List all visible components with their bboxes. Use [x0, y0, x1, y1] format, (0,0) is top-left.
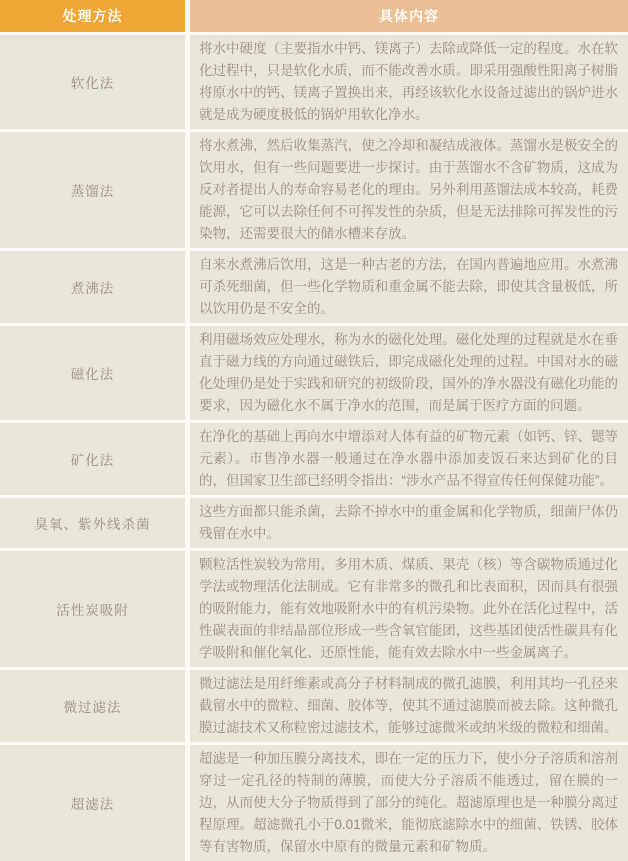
method-cell: 微过滤法 — [0, 670, 185, 742]
method-cell: 磁化法 — [0, 326, 185, 420]
content-cell: 将水煮沸，然后收集蒸汽，使之冷却和凝结成液体。蒸馏水是极安全的饮用水，但有一些问题要进一步探讨。由于蒸馏水不含矿物质，这成为反对者提出人的寿命容易老化的理由。另外利用蒸馏法成本较高，耗费能源，它可以去除任何不可挥发性的杂质，但是无法排除可挥发性的污染物，还需要很大的储水槽来存放。 — [190, 132, 628, 248]
method-cell: 臭氧、紫外线杀菌 — [0, 498, 185, 548]
method-cell: 煮沸法 — [0, 251, 185, 323]
content-cell: 将水中硬度（主要指水中钙、镁离子）去除或降低一定的程度。水在软化过程中，只是软化水质，而不能改善水质。即采用强酸性阳离子树脂将原水中的钙、镁离子置换出来，再经该软化水设备过滤出的锅炉进水就是成为硬度极低的锅炉用软化净水。 — [190, 35, 628, 129]
method-cell: 蒸馏法 — [0, 132, 185, 248]
column-header-method: 处理方法 — [0, 0, 185, 32]
content-cell: 这些方面都只能杀菌，去除不掉水中的重金属和化学物质，细菌尸体仍残留在水中。 — [190, 498, 628, 548]
method-cell: 矿化法 — [0, 423, 185, 495]
content-cell: 利用磁场效应处理水，称为水的磁化处理。磁化处理的过程就是水在垂直于磁力线的方向通过磁铁后，即完成磁化处理的过程。中国对水的磁化处理仍是处于实践和研究的初级阶段，国外的净水器没有磁化功能的要求，因为磁化水不属于净水的范围，而是属于医疗方面的问题。 — [190, 326, 628, 420]
content-cell: 颗粒活性炭较为常用，多用木质、煤质、果壳（核）等含碳物质通过化学法或物理活化法制成。它有非常多的微孔和比表面积，因而具有很强的吸附能力，能有效地吸附水中的有机污染物。此外在活化过程中，活性碳表面的非结晶部位形成一些含氧官能团，这些基团使活性碳具有化学吸附和催化氧化、还原性能，能有效去除水中一些金属离子。 — [190, 551, 628, 667]
method-cell: 软化法 — [0, 35, 185, 129]
method-cell: 超滤法 — [0, 745, 185, 861]
method-cell: 活性炭吸附 — [0, 551, 185, 667]
content-cell: 自来水煮沸后饮用，这是一种古老的方法，在国内普遍地应用。水煮沸可杀死细菌，但一些化学物质和重金属不能去除，即使其含量极低，所以饮用仍是不安全的。 — [190, 251, 628, 323]
content-cell: 在净化的基础上再向水中增添对人体有益的矿物元素（如钙、锌、锶等元素）。市售净水器一般通过在净水器中添加麦饭石来达到矿化的目的，但国家卫生部已经明令指出：“涉水产品不得宣传任何保健功能”。 — [190, 423, 628, 495]
column-header-content: 具体内容 — [190, 0, 628, 32]
content-cell: 超滤是一种加压膜分离技术，即在一定的压力下，使小分子溶质和溶剂穿过一定孔径的特制的薄膜，而使大分子溶质不能透过，留在膜的一边，从而使大分子物质得到了部分的纯化。超滤原理也是一种膜分离过程原理。超滤微孔小于0.01微米，能彻底滤除水中的细菌、铁锈、胶体等有害物质，保留水中原有的微量元素和矿物质。 — [190, 745, 628, 861]
content-cell: 微过滤法是用纤维素或高分子材料制成的微孔滤膜，利用其均一孔径来截留水中的微粒、细菌、胶体等，使其不通过滤膜而被去除。这种微孔膜过滤技术又称粒密过滤技术，能够过滤微米或纳米级的微粒和细菌。 — [190, 670, 628, 742]
